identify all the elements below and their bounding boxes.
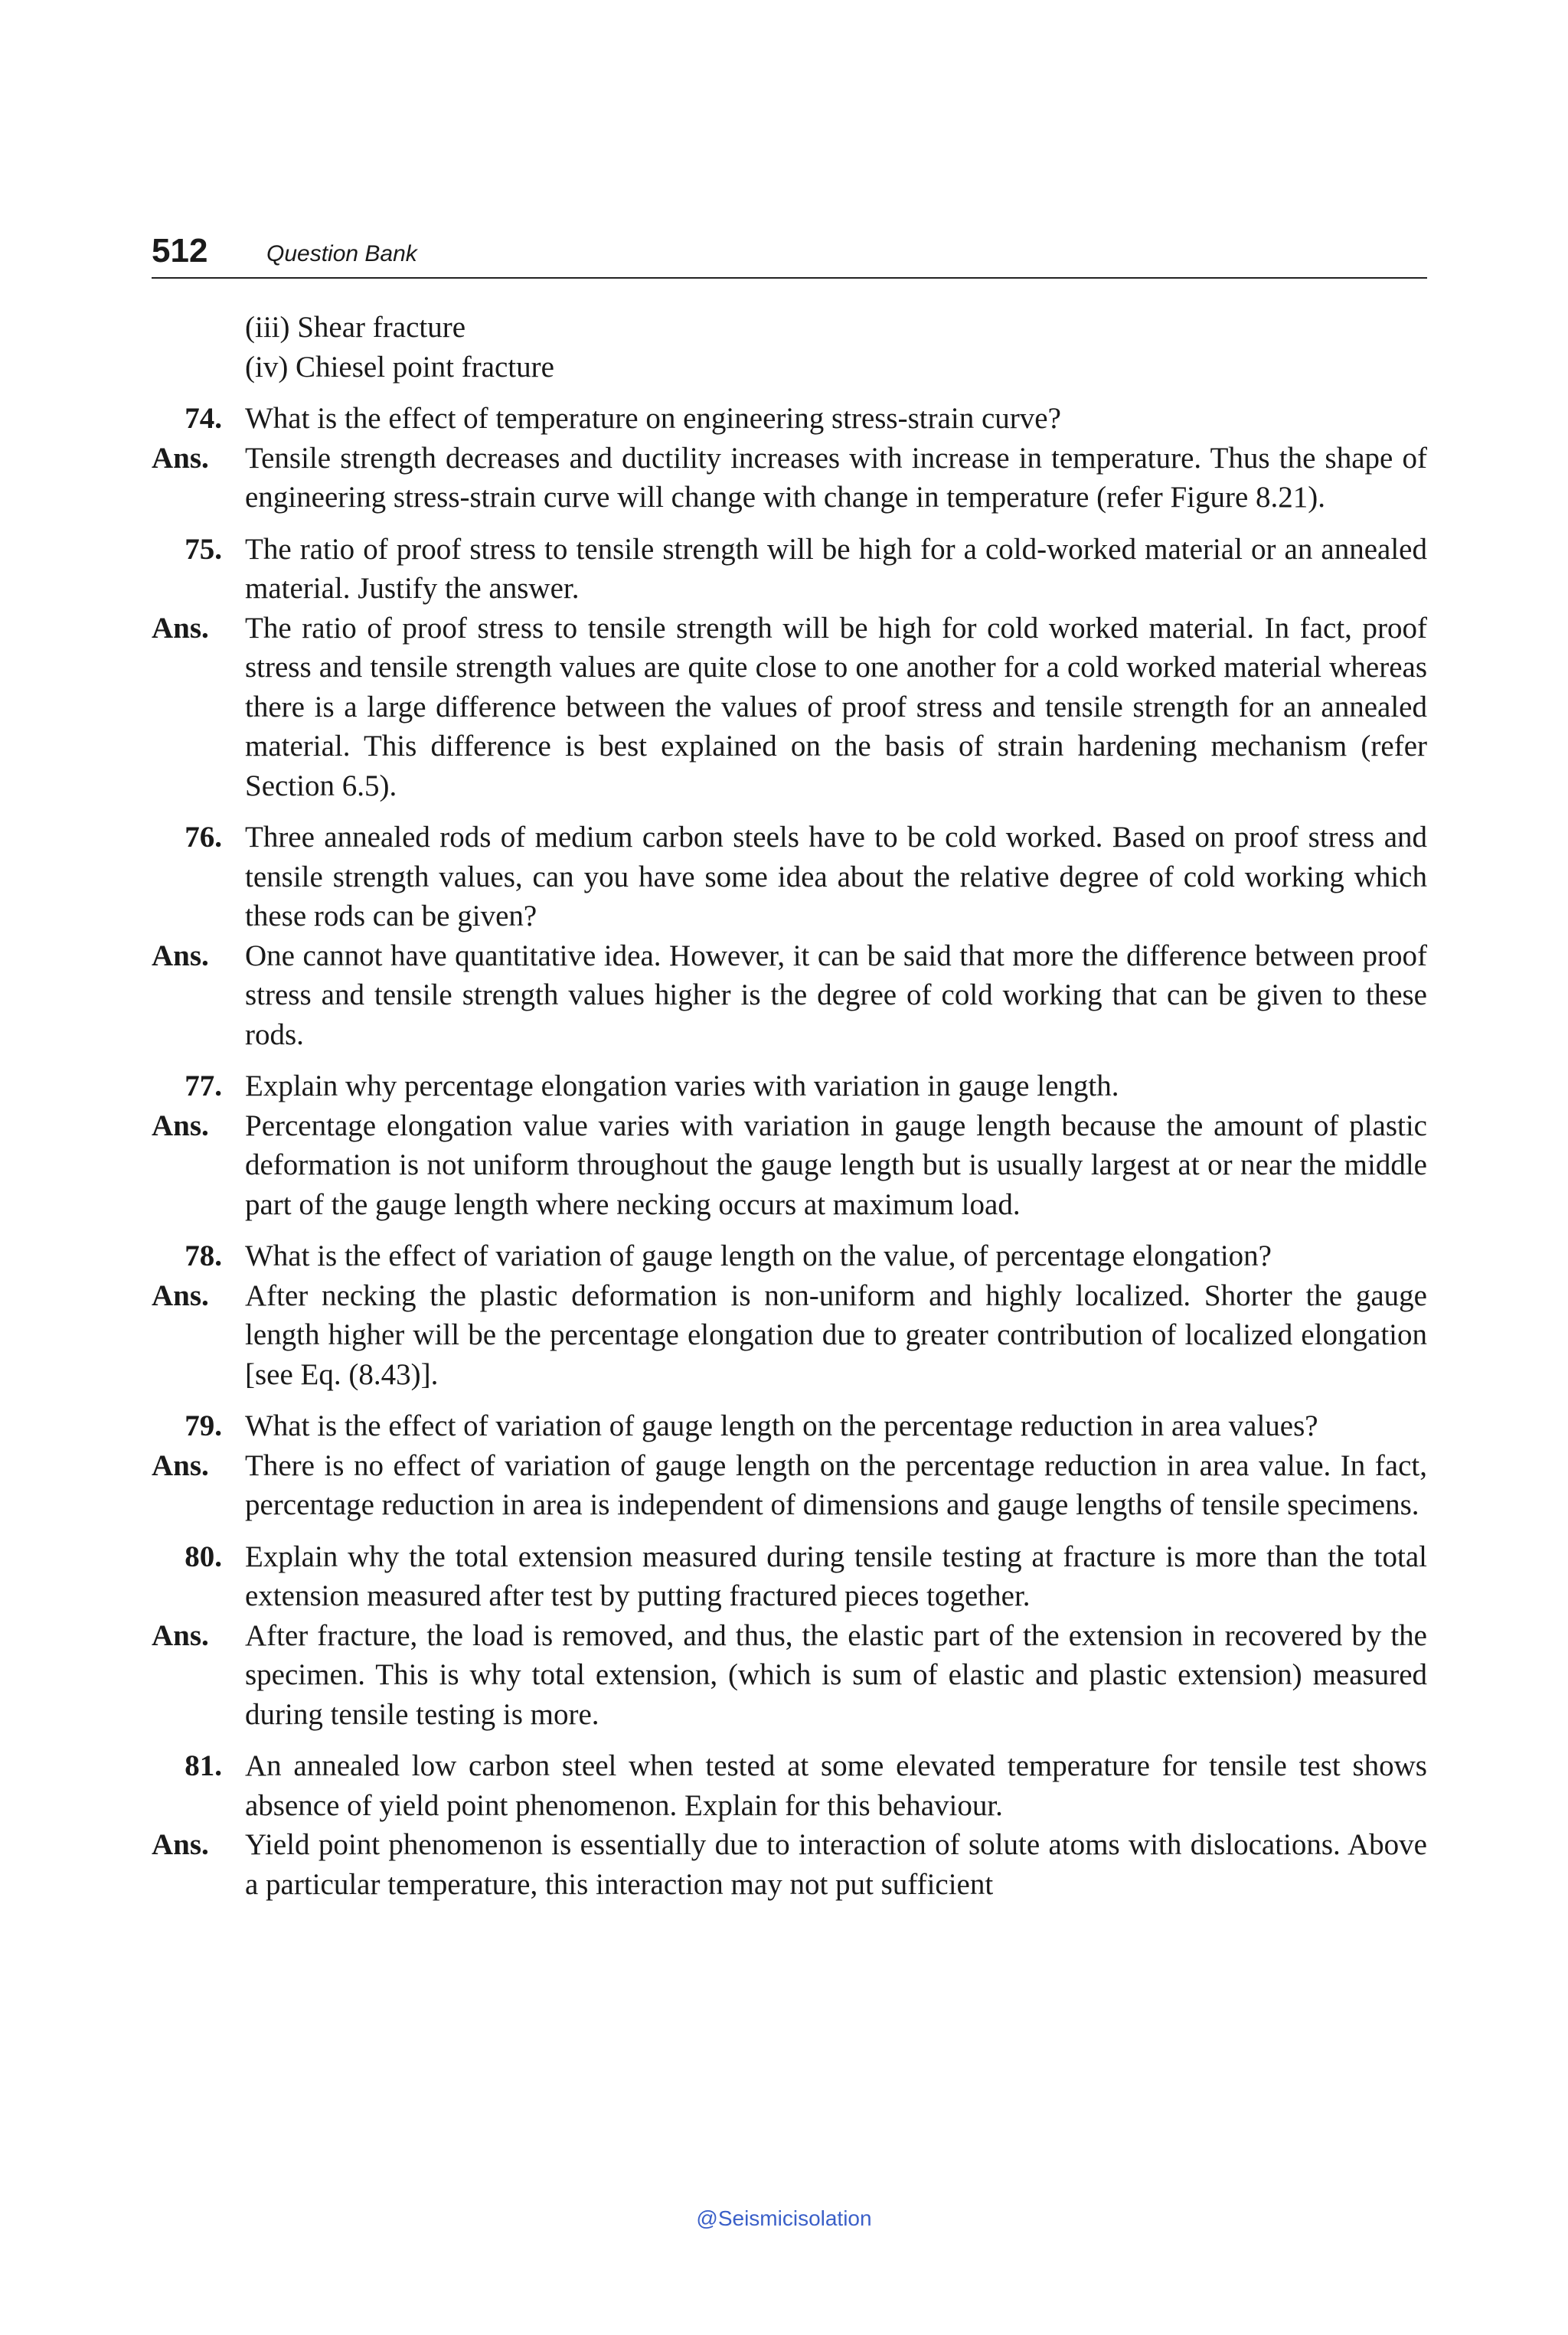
qa-block <box>152 1066 1427 1224</box>
question-number: 81. <box>185 1749 222 1782</box>
answer-text: There is no effect of variation of gauge length on the percentage reduction in area value. In fact, percentage reduction in area is independent of dimensions and gauge lengths of tensile specimens. <box>245 1448 1427 1521</box>
fracture-type-list <box>152 308 1427 387</box>
qa-block <box>152 818 1427 1054</box>
answer <box>152 1825 1427 1904</box>
question-text: Explain why the total extension measured during tensile testing at fracture is more than the total extension measured after test by putting fractured pieces together. <box>245 1540 1427 1612</box>
question <box>152 1406 1427 1446</box>
answer <box>152 1616 1427 1735</box>
answer-label: Ans. <box>152 611 209 645</box>
page-header <box>152 230 1427 279</box>
answer <box>152 1446 1427 1525</box>
question <box>152 399 1427 439</box>
answer-label: Ans. <box>152 1109 209 1142</box>
question-number: 74. <box>185 402 222 435</box>
question-number: 80. <box>185 1540 222 1573</box>
answer-text: After fracture, the load is removed, and thus, the elastic part of the extension in recovered by the specimen. This is why total extension, (which is sum of elastic and plastic extension) measured during tensile testing is more. <box>245 1618 1427 1731</box>
question-text: Three annealed rods of medium carbon steels have to be cold worked. Based on proof stress and tensile strength values, can you have some idea about the relative degree of cold working which these rods can be given? <box>245 821 1427 932</box>
question-number: 75. <box>185 532 222 566</box>
question-number: 77. <box>185 1070 222 1102</box>
watermark: @Seismicisolation <box>696 2206 872 2230</box>
page-content <box>152 308 1427 1904</box>
question <box>152 1746 1427 1825</box>
qa-block <box>152 1236 1427 1394</box>
question-number: 76. <box>185 821 222 854</box>
question-answer-list <box>152 399 1427 1904</box>
question-text: Explain why percentage elongation varies with variation in gauge length. <box>245 1070 1119 1102</box>
answer-label: Ans. <box>152 1618 209 1652</box>
question-text: An annealed low carbon steel when tested at some elevated temperature for tensile test shows absence of yield point phenomenon. Explain for this behaviour. <box>245 1749 1427 1822</box>
answer-text: Yield point phenomenon is essentially due to interaction of solute atoms with dislocations. Above a particular temperature, this interaction may not put sufficient <box>245 1828 1427 1901</box>
answer-label: Ans. <box>152 441 209 475</box>
answer-label: Ans. <box>152 1448 209 1482</box>
question <box>152 1236 1427 1276</box>
qa-block <box>152 1537 1427 1735</box>
answer-text: After necking the plastic deformation is non-uniform and highly localized. Shorter the gauge length higher will be the percentage elongation due to greater contribution of localized elongation [see Eq. (8.43)]. <box>245 1279 1427 1391</box>
answer <box>152 609 1427 806</box>
qa-block <box>152 530 1427 806</box>
question-number: 78. <box>185 1239 222 1272</box>
question-text: What is the effect of variation of gauge length on the percentage reduction in area values? <box>245 1409 1318 1442</box>
answer-text: The ratio of proof stress to tensile strength will be high for cold worked material. In fact, proof stress and tensile strength values are quite close to one another for a cold worked material whereas there is a large difference between the values of proof stress and tensile strength for an annealed material. This difference is best explained on the basis of strain hardening mechanism (refer Section 6.5). <box>245 611 1427 802</box>
question-text: What is the effect of variation of gauge length on the value, of percentage elongation? <box>245 1239 1272 1272</box>
answer <box>152 1106 1427 1225</box>
question <box>152 1537 1427 1616</box>
qa-block <box>152 1746 1427 1904</box>
question <box>152 818 1427 936</box>
running-head: Question Bank <box>266 241 417 266</box>
answer-text: Percentage elongation value varies with variation in gauge length because the amount of plastic deformation is not uniform throughout the gauge length but is usually largest at or near the middle part of the gauge length where necking occurs at maximum load. <box>245 1109 1427 1221</box>
answer-text: One cannot have quantitative idea. However, it can be said that more the difference between proof stress and tensile strength values higher is the degree of cold working that can be given to these rods. <box>245 939 1427 1051</box>
list-item: (iii) Shear fracture <box>245 311 466 344</box>
qa-block <box>152 1406 1427 1525</box>
answer <box>152 1276 1427 1395</box>
qa-block <box>152 399 1427 518</box>
page-number: 512 <box>152 232 208 269</box>
answer-label: Ans. <box>152 939 209 972</box>
answer-label: Ans. <box>152 1828 209 1861</box>
question <box>152 1066 1427 1106</box>
question-text: The ratio of proof stress to tensile strength will be high for a cold-worked material or an annealed material. Justify the answer. <box>245 532 1427 605</box>
answer <box>152 936 1427 1055</box>
question-text: What is the effect of temperature on engineering stress-strain curve? <box>245 402 1061 435</box>
question-number: 79. <box>185 1409 222 1442</box>
question <box>152 530 1427 609</box>
list-item: (iv) Chiesel point fracture <box>245 350 554 384</box>
answer <box>152 439 1427 518</box>
answer-label: Ans. <box>152 1279 209 1312</box>
answer-text: Tensile strength decreases and ductility increases with increase in temperature. Thus the shape of engineering stress-strain curve will change with change in temperature (refer Figure 8.21). <box>245 441 1427 514</box>
